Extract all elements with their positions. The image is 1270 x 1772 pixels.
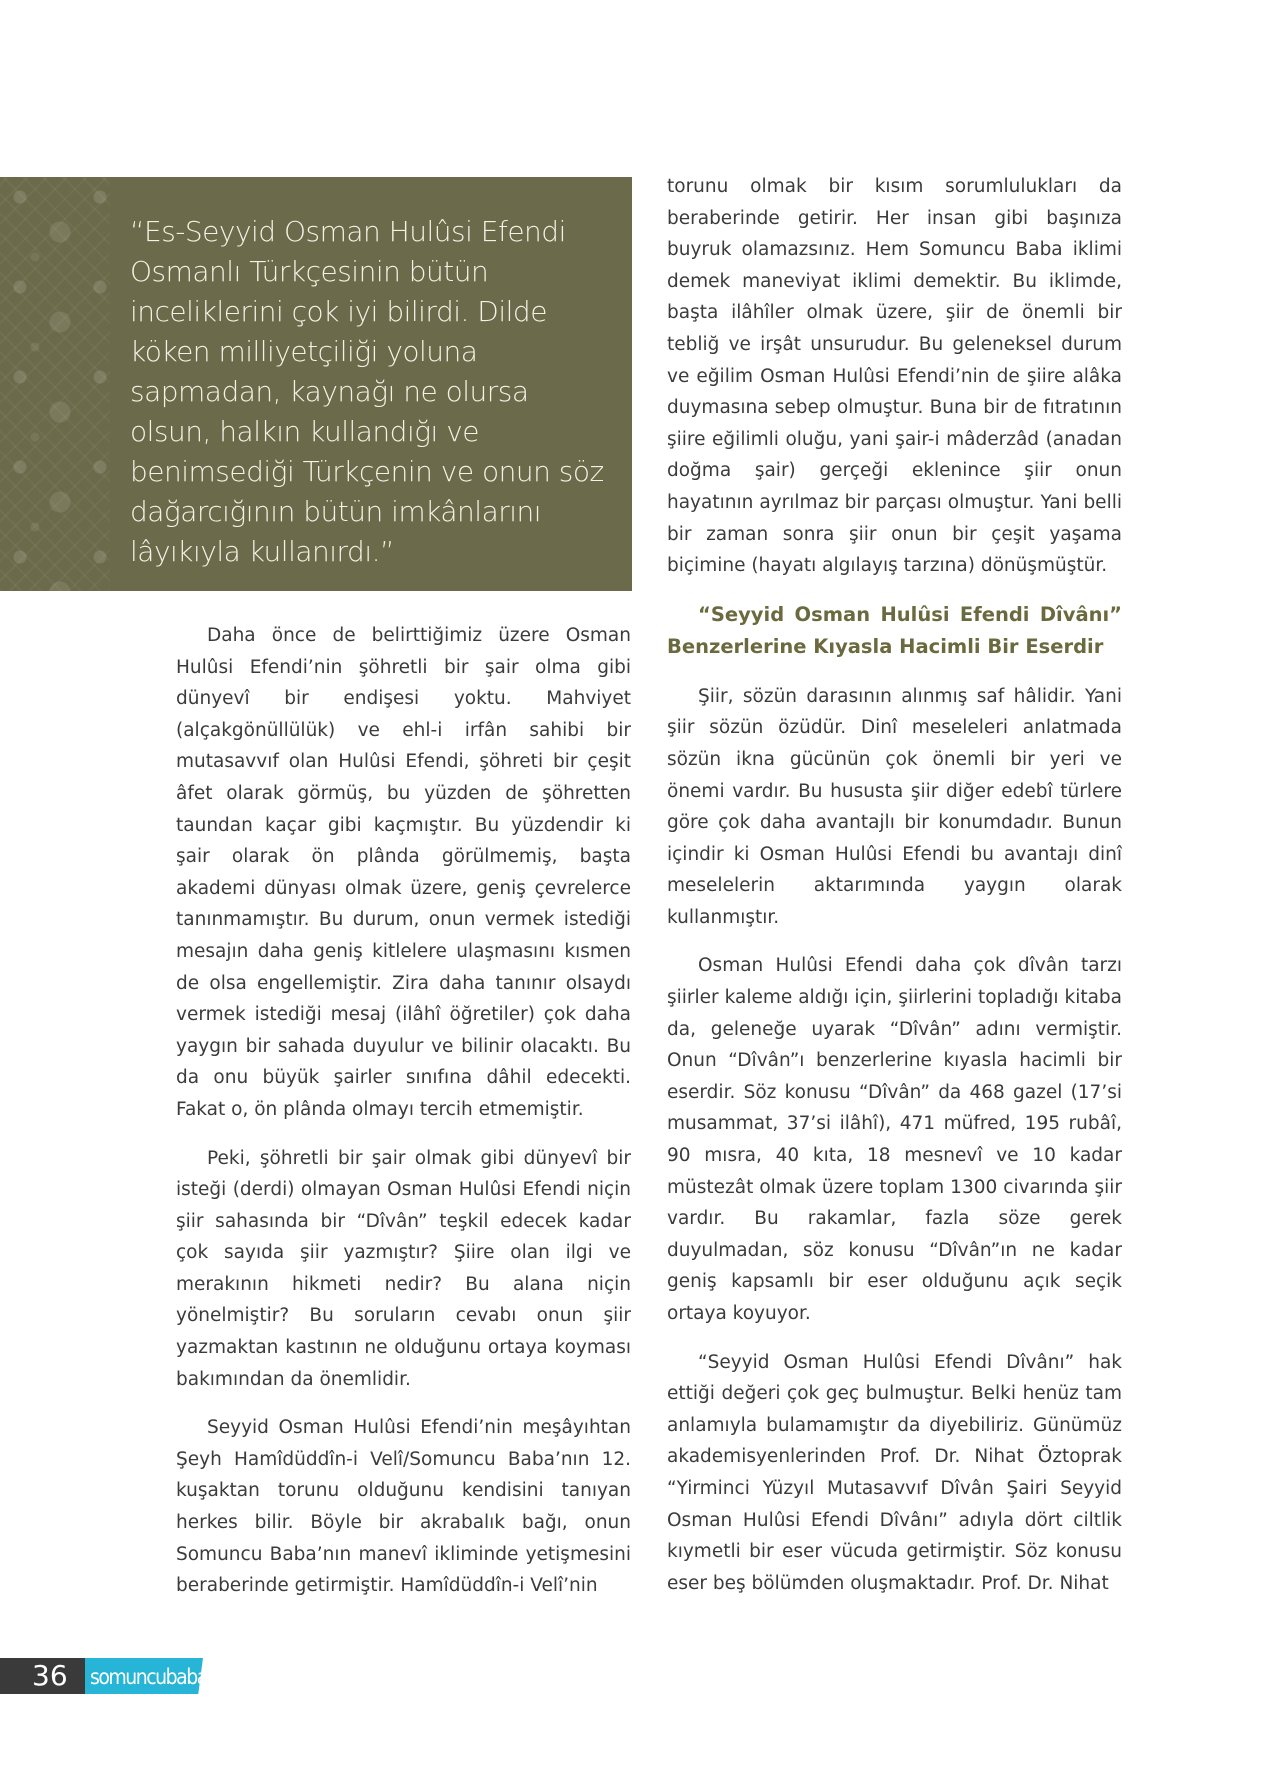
section-subheading: “Seyyid Osman Hulûsi Efendi Dîvânı” Benzerlerine Kıyasla Hacimli Bir Eserdir bbox=[667, 602, 1122, 658]
body-paragraph: torunu olmak bir kısım sorumlulukları da beraberinde getirir. Her insan gibi başınıza buyruk olamazsınız. Hem Somuncu Baba iklimi demek maneviyat iklimi demektir. Bu iklimde, başta ilâhîler olmak üzere, şiir de önemli bir tebliğ ve irşât unsurudur. Bu geleneksel durum ve eğilim Osman Hulûsi Efendi’nin de şiire alâka duymasına sebep olmuştur. Buna bir de fıtratının şiire eğilimli oluğu, yani şair-i mâderzâd (anadan doğma şair) gerçeği eklenince şiir onun hayatının ayrılmaz bir parçası olmuştur. Yani belli bir zaman sonra şiir onun bir çeşit yaşama biçimine (hayatı algılayış tarzına) dönüşmüştür. bbox=[667, 176, 1122, 577]
body-paragraph: Osman Hulûsi Efendi daha çok dîvân tarzı şiirler kaleme aldığı için, şiirlerini topladığı kitaba da, geleneğe uyarak “Dîvân” adını vermiştir. Onun “Dîvân”ı benzerlerine kıyasla hacimli bir eserdir. Söz konusu “Dîvân” da 468 gazel (17’si musammat, 37’si ilâhî), 471 müfred, 195 rubâî, 90 mısra, 40 kıta, 18 mesnevî ve 10 kadar müstezât olmak üzere toplam 1300 civarında şiir vardır. Bu rakamlar, fazla söze gerek duyulmadan, söz konusu “Dîvân”ın ne kadar geniş kapsamlı bir eser olduğunu açık seçik ortaya koyuyor. bbox=[667, 955, 1122, 1324]
body-paragraph: Seyyid Osman Hulûsi Efendi’nin meşâyıhtan Şeyh Hamîdüddîn-i Velî/Somuncu Baba’nın 12. kuşaktan torunu olduğunu kendisini tanıyan herkes bilir. Böyle bir akrabalık bağı, onun Somuncu Baba’nın manevî ikliminde yetişmesini beraberinde getirmiştir. Hamîdüddîn-i Velî’nin bbox=[176, 1417, 631, 1597]
floral-ornament-pattern bbox=[0, 177, 110, 591]
left-text-column bbox=[176, 620, 631, 1619]
body-paragraph: Peki, şöhretli bir şair olmak gibi dünyevî bir isteği (derdi) olmayan Osman Hulûsi Efendi niçin şiir sahasında bir “Dîvân” teşkil edecek kadar çok sayıda şiir yazmıştır? Şiire olan ilgi ve merakının hikmeti nedir? Bu alana niçin yönelmiştir? Bu soruların cevabı onun şiir yazmaktan kastının ne olduğunu ortaya koyması bakımından da önemlidir. bbox=[176, 1147, 631, 1390]
body-paragraph: Şiir, sözün darasının alınmış saf hâlidir. Yani şiir sözün özüdür. Dinî meseleleri anlatmada sözün ikna gücünün çok önemli bir yeri ve önemi vardır. Bu hususta şiir diğer edebî türlere göre çok daha avantajlı bir konumdadır. Bunun içindir ki Osman Hulûsi Efendi bu avantajı dinî meselelerin aktarımında yaygın olarak kullanmıştır. bbox=[667, 685, 1122, 928]
right-text-column bbox=[667, 171, 1122, 1616]
pull-quote-box bbox=[0, 177, 632, 591]
pull-quote-text: “Es-Seyyid Osman Hulûsi Efendi Osmanlı Türkçesinin bütün inceliklerini çok iyi bilirdi. Dilde köken milliyetçiliği yoluna sapmadan, kaynağı ne olursa olsun, halkın kullandığı ve benimsediği Türkçenin ve onun söz dağarcığının bütün imkânlarını lâyıkıyla kullanırdı.” bbox=[130, 215, 604, 568]
page-number: 36 bbox=[32, 1659, 68, 1692]
body-paragraph: “Seyyid Osman Hulûsi Efendi Dîvânı” hak ettiği değeri çok geç bulmuştur. Belki henüz tam anlamıyla bulamamıştır da diyebiliriz. Günümüz akademisyenlerinden Prof. Dr. Nihat Öztoprak “Yirminci Yüzyıl Mutasavvıf Dîvân Şairi Seyyid Osman Hulûsi Efendi Dîvânı” adıyla dört ciltlik kıymetli bir eser vücuda getirmiştir. Söz konusu eser beş bölümden oluşmaktadır. Prof. Dr. Nihat bbox=[667, 1351, 1122, 1594]
magazine-brand: somuncubaba bbox=[90, 1665, 207, 1689]
body-paragraph: Daha önce de belirttiğimiz üzere Osman Hulûsi Efendi’nin şöhretli bir şair olma gibi dünyevî bir endişesi yoktu. Mahviyet (alçakgönüllülük) ve ehl-i irfân sahibi bir mutasavvıf olan Hulûsi Efendi, şöhreti bir çeşit âfet olarak görmüş, bu yüzden de şöhretten taundan kaçar gibi kaçmıştır. Bu yüzdendir ki şair olarak ön plânda görülmemiş, başta akademi dünyası olmak üzere, geniş çevrelerce tanınmamıştır. Bu durum, onun vermek istediği mesajın daha geniş kitlelere ulaşmasını kısmen de olsa engellemiştir. Zira daha tanınır olsaydı vermek istediği mesaj (ilâhî öğretiler) çok daha yaygın bir sahada duyulur ve bilinir olacaktı. Bu da onu büyük şairler sınıfına dâhil edecekti. Fakat o, ön plânda olmayı tercih etmemiştir. bbox=[176, 625, 631, 1120]
